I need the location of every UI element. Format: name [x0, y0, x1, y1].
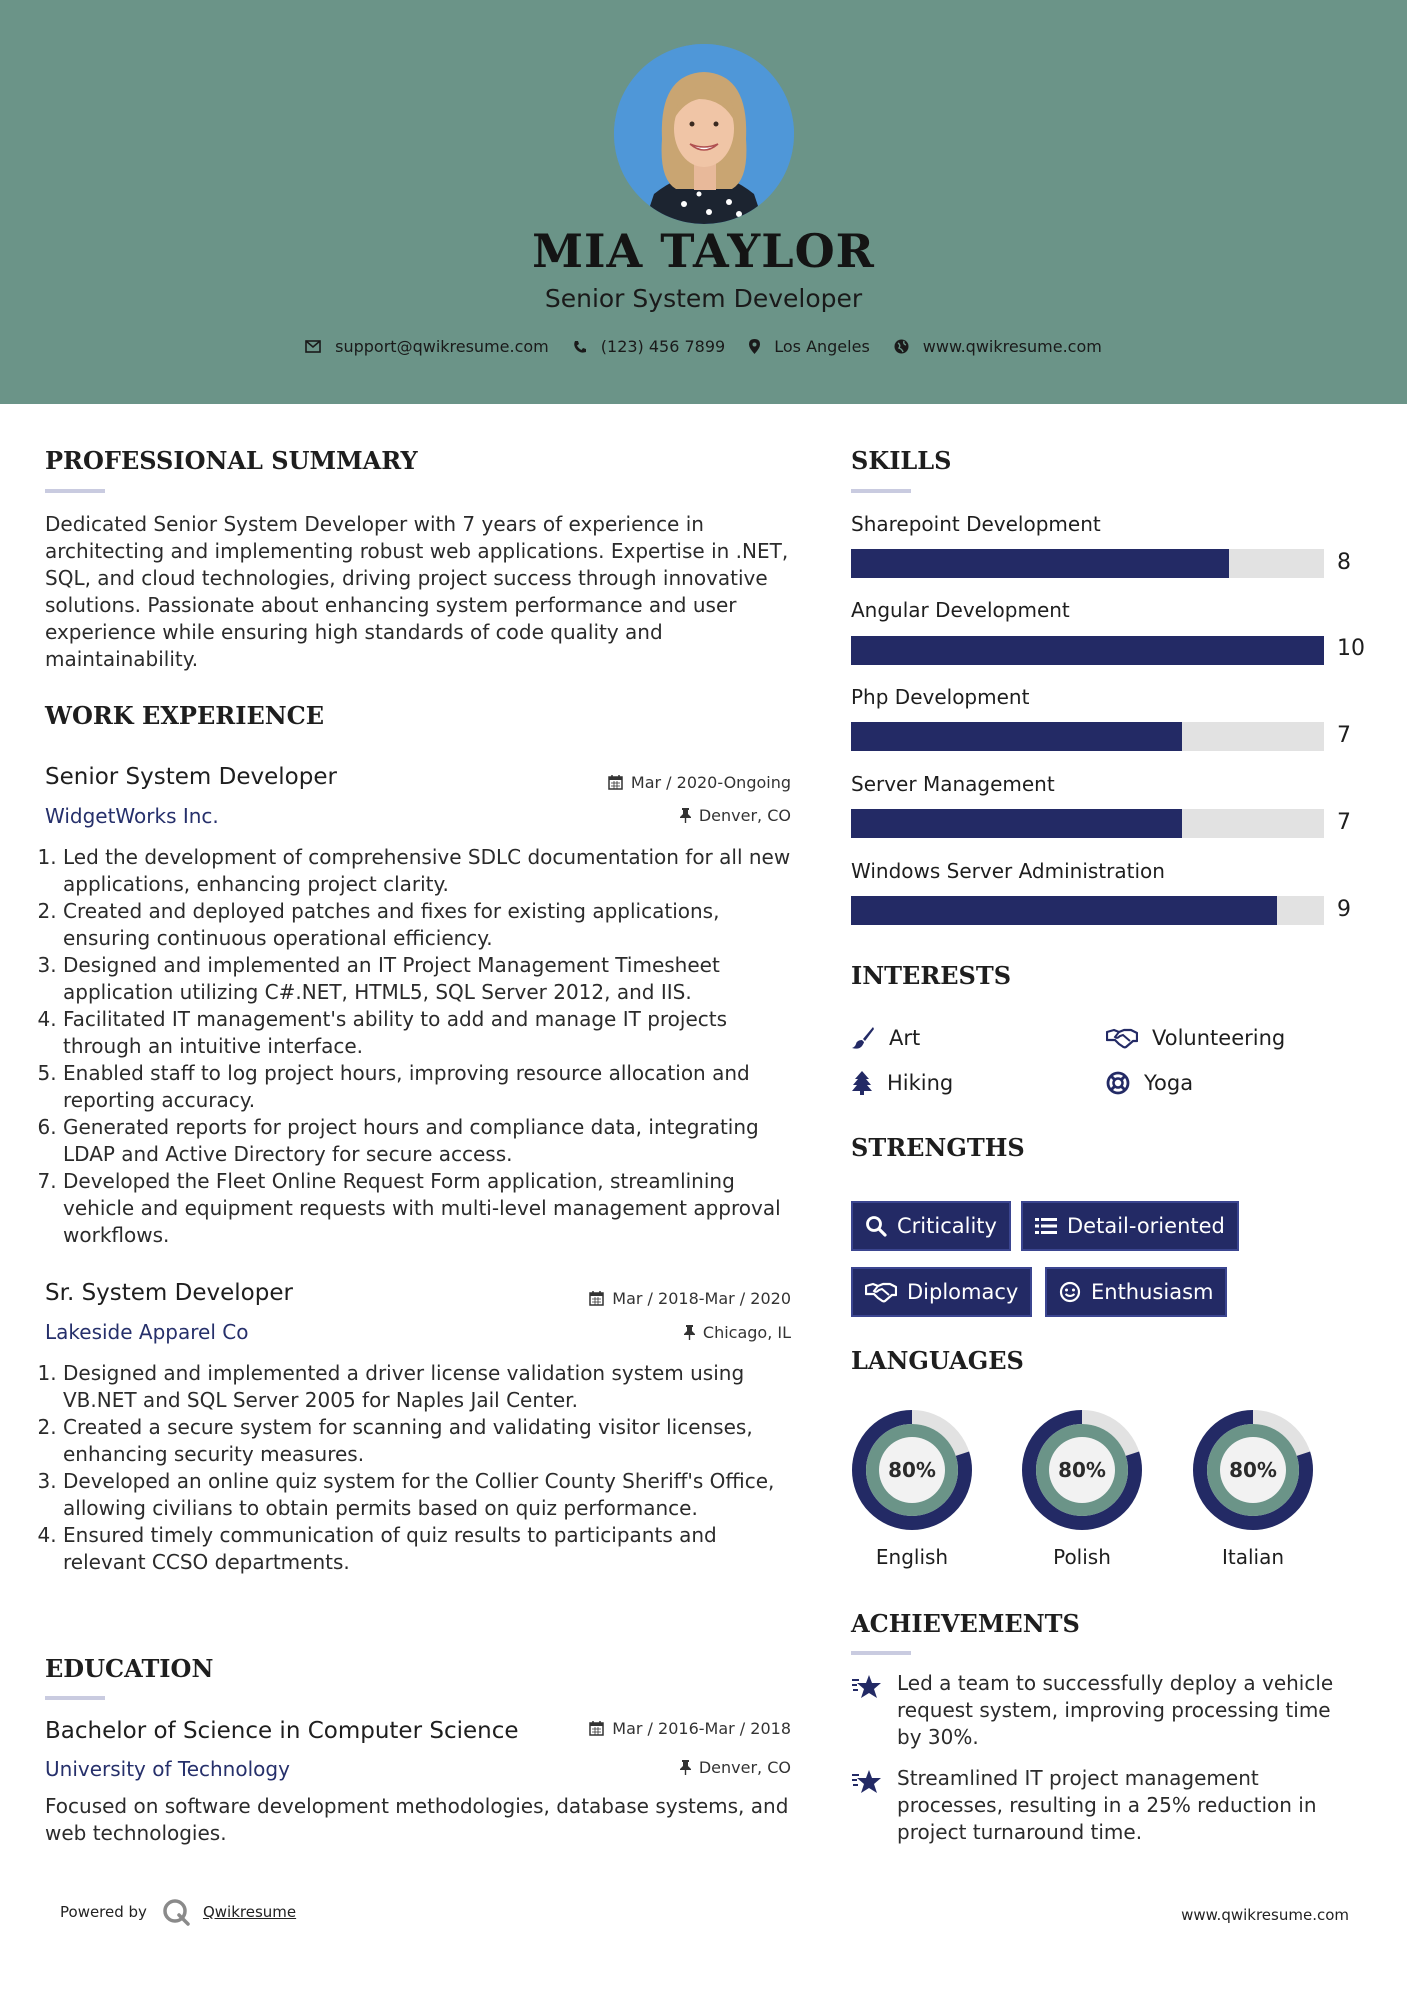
qwikresume-logo-icon	[161, 1897, 191, 1927]
language-label: Polish	[1053, 1545, 1111, 1569]
strength-tag-diplomacy	[851, 1267, 1032, 1317]
list-item: 2. Created and deployed patches and fixes for existing applications, ensuring continuous operational efficiency.	[63, 898, 795, 952]
search-icon	[865, 1215, 887, 1237]
skill-label: Php Development	[851, 685, 1030, 709]
skill-bar-fill	[851, 636, 1324, 665]
job-location-text: Denver, CO	[698, 806, 791, 825]
strengths-heading: STRENGTHS	[851, 1133, 1025, 1162]
contact-bar	[0, 337, 1407, 356]
languages-heading: LANGUAGES	[851, 1346, 1024, 1375]
portrait-illustration	[614, 44, 794, 224]
job-dates	[480, 773, 791, 792]
list-item: 4. Ensured timely communication of quiz results to participants and relevant CCSO departments.	[63, 1522, 795, 1576]
handshake-icon	[1106, 1027, 1138, 1049]
skill-label: Sharepoint Development	[851, 512, 1101, 536]
pushpin-icon	[680, 1760, 691, 1775]
pushpin-icon	[684, 1325, 695, 1340]
interest-label: Yoga	[1144, 1071, 1194, 1095]
skill-bar	[851, 636, 1324, 665]
skill-bar	[851, 896, 1324, 925]
envelope-icon	[305, 340, 321, 353]
language-donut	[1190, 1407, 1316, 1533]
donut-percent-label: 80%	[1229, 1458, 1277, 1482]
education-text: Focused on software development methodologies, database systems, and web technologies.	[45, 1794, 789, 1845]
skill-bar	[851, 722, 1324, 751]
summary-heading: PROFESSIONAL SUMMARY	[45, 446, 418, 475]
job-location	[480, 1323, 791, 1342]
job-title: Sr. System Developer	[45, 1280, 293, 1306]
strength-tag-detail-oriented	[1021, 1201, 1239, 1251]
candidate-title: Senior System Developer	[544, 284, 863, 313]
job-bullets	[35, 1360, 795, 1576]
interests-heading: INTERESTS	[851, 961, 1012, 990]
website-text: www.qwikresume.com	[922, 337, 1102, 356]
job-bullets	[35, 844, 795, 1249]
skill-label: Server Management	[851, 772, 1055, 796]
achievements-heading: ACHIEVEMENTS	[851, 1609, 1080, 1638]
skill-value: 7	[1337, 810, 1351, 835]
school-name: University of Technology	[45, 1757, 290, 1781]
interest-label: Volunteering	[1152, 1026, 1286, 1050]
footer-url[interactable]: www.qwikresume.com	[1181, 1906, 1349, 1924]
skill-bar	[851, 809, 1324, 838]
handshake-icon	[865, 1281, 897, 1303]
language-label: English	[875, 1545, 949, 1569]
job-dates-text: Mar / 2020-Ongoing	[630, 773, 791, 792]
skill-bar-fill	[851, 809, 1182, 838]
skill-value: 9	[1337, 897, 1351, 922]
strength-tag-criticality	[851, 1201, 1011, 1251]
interest-label: Hiking	[887, 1071, 954, 1095]
skill-label: Windows Server Administration	[851, 859, 1165, 883]
achievement-item	[851, 1765, 1351, 1846]
interest-yoga	[1106, 1071, 1193, 1095]
donut-percent-label: 80%	[888, 1458, 936, 1482]
job-dates	[480, 1289, 791, 1308]
strength-label: Diplomacy	[907, 1280, 1019, 1304]
skill-label: Angular Development	[851, 598, 1070, 622]
list-item: 1. Designed and implemented a driver license validation system using VB.NET and SQL Server 2005 for Naples Jail Center.	[63, 1360, 795, 1414]
education-dates-text: Mar / 2016-Mar / 2018	[612, 1719, 791, 1738]
contact-location	[749, 337, 870, 356]
education-location-text: Denver, CO	[698, 1758, 791, 1777]
star-icon	[851, 1769, 883, 1795]
strength-label: Detail-oriented	[1067, 1214, 1225, 1238]
donut-percent-label: 80%	[1058, 1458, 1106, 1482]
list-item: 3. Designed and implemented an IT Project Management Timesheet application utilizing C#.NET, HTML5, SQL Server 2012, and IIS.	[63, 952, 795, 1006]
interest-label: Art	[889, 1026, 921, 1050]
skill-value: 7	[1337, 723, 1351, 748]
strength-tag-enthusiasm	[1045, 1267, 1227, 1317]
job-location-text: Chicago, IL	[702, 1323, 791, 1342]
company-name: Lakeside Apparel Co	[45, 1320, 249, 1344]
profile-photo	[614, 44, 794, 224]
summary-text: Dedicated Senior System Developer with 7 years of experience in architecting and implementing robust web applications. Expertise in .NET, SQL, and cloud technologies, driving project success through innovative solutions. Passionate about enhancing system performance and user experience while ensuring high standards of code quality and maintainability.	[45, 512, 789, 671]
globe-icon	[894, 339, 909, 354]
powered-by-text: Powered by	[60, 1903, 147, 1921]
achievements-underline	[851, 1651, 911, 1655]
list-item: 1. Led the development of comprehensive SDLC documentation for all new applications, enhancing project clarity.	[63, 844, 795, 898]
achievement-text: Streamlined IT project management processes, resulting in a 25% reduction in project turnaround time.	[897, 1766, 1317, 1844]
brand-link[interactable]: Qwikresume	[202, 1903, 297, 1921]
skill-bar-fill	[851, 549, 1229, 578]
contact-email[interactable]	[305, 337, 549, 356]
list-item: 6. Generated reports for project hours and compliance data, integrating LDAP and Active Directory for secure access.	[63, 1114, 795, 1168]
experience-heading: WORK EXPERIENCE	[45, 701, 325, 730]
calendar-icon	[589, 1721, 604, 1736]
list-item: 4. Facilitated IT management's ability to add and manage IT projects through an intuitive interface.	[63, 1006, 795, 1060]
location-text: Los Angeles	[774, 337, 870, 356]
candidate-name: MIA TAYLOR	[532, 224, 875, 278]
language-label: Italian	[1221, 1545, 1285, 1569]
skills-heading: SKILLS	[851, 446, 952, 475]
job-title: Senior System Developer	[45, 764, 337, 790]
strength-label: Enthusiasm	[1091, 1280, 1214, 1304]
skill-value: 8	[1337, 550, 1351, 575]
list-icon	[1035, 1217, 1057, 1235]
company-name: WidgetWorks Inc.	[45, 804, 219, 828]
skill-bar-fill	[851, 722, 1182, 751]
resume-header	[0, 0, 1407, 404]
strength-label: Criticality	[897, 1214, 997, 1238]
education-dates	[480, 1719, 791, 1738]
tree-icon	[851, 1071, 873, 1095]
contact-phone[interactable]	[573, 337, 725, 356]
achievement-item	[851, 1670, 1351, 1751]
achievement-text: Led a team to successfully deploy a vehicle request system, improving processing time by 30%.	[897, 1671, 1334, 1749]
map-marker-icon	[749, 339, 760, 354]
language-donut	[849, 1407, 975, 1533]
interest-art	[851, 1026, 920, 1050]
lifebuoy-icon	[1106, 1071, 1130, 1095]
summary-underline	[45, 489, 105, 493]
interest-volunteering	[1106, 1026, 1285, 1050]
education-underline	[45, 1696, 105, 1700]
star-icon	[851, 1674, 883, 1700]
job-location	[480, 806, 791, 825]
list-item: 2. Created a secure system for scanning and validating visitor licenses, enhancing security measures.	[63, 1414, 795, 1468]
interest-hiking	[851, 1071, 953, 1095]
degree-title: Bachelor of Science in Computer Science	[45, 1718, 519, 1744]
list-item: 7. Developed the Fleet Online Request Form application, streamlining vehicle and equipment requests with multi-level management approval workflows.	[63, 1168, 795, 1249]
paint-brush-icon	[851, 1026, 875, 1050]
education-location	[480, 1758, 791, 1777]
job-dates-text: Mar / 2018-Mar / 2020	[612, 1289, 791, 1308]
skills-underline	[851, 489, 911, 493]
skill-bar-fill	[851, 896, 1277, 925]
skill-value: 10	[1337, 636, 1365, 661]
education-heading: EDUCATION	[45, 1654, 214, 1683]
phone-text: (123) 456 7899	[600, 337, 726, 356]
pushpin-icon	[680, 808, 691, 823]
list-item: 5. Enabled staff to log project hours, improving resource allocation and reporting accuracy.	[63, 1060, 795, 1114]
skill-bar	[851, 549, 1324, 578]
list-item: 3. Developed an online quiz system for the Collier County Sheriff's Office, allowing civilians to obtain permits based on quiz performance.	[63, 1468, 795, 1522]
email-text: support@qwikresume.com	[335, 337, 549, 356]
calendar-icon	[608, 775, 623, 790]
calendar-icon	[589, 1291, 604, 1306]
smile-icon	[1059, 1281, 1081, 1303]
language-donut	[1019, 1407, 1145, 1533]
phone-icon	[573, 340, 587, 354]
contact-website[interactable]	[894, 337, 1102, 356]
footer-powered-by	[60, 1897, 296, 1927]
